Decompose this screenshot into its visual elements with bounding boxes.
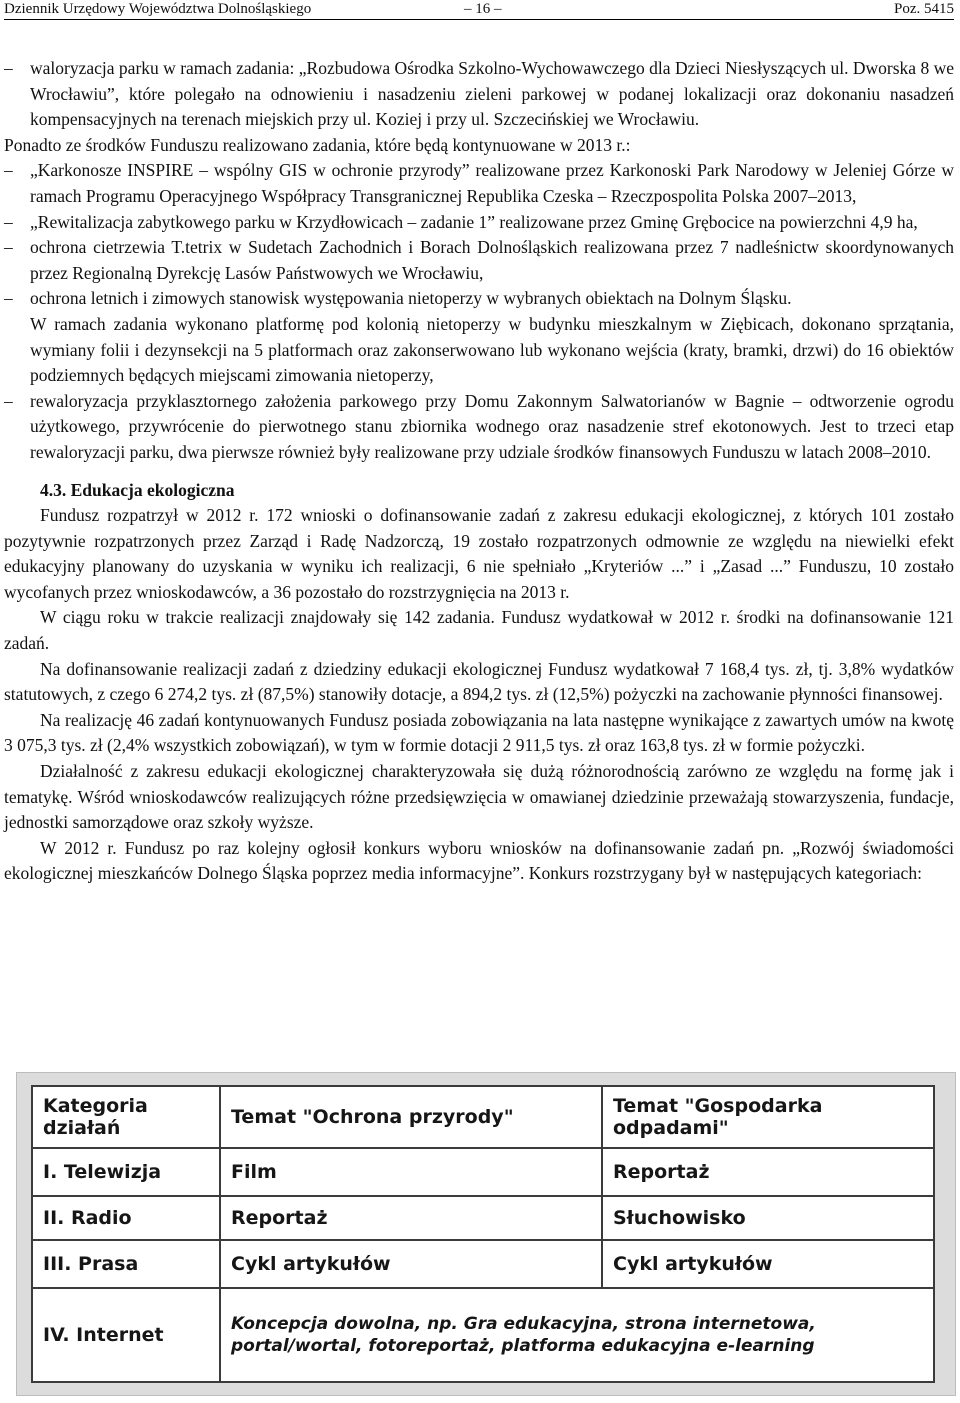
paragraph: Na dofinansowanie realizacji zadań z dziedziny edukacji ekologicznej Fundusz wydatkował 7 168,4 tys. zł, tj. 3,8% wydatków statutowych, z czego 6 274,2 tys. zł (87,5%) stanowiły dotacje, a 894,2 tys. zł (12,5%) pożyczki na zachowanie płynności finansowej. xyxy=(4,658,954,705)
table-cell: Reportaż xyxy=(220,1196,602,1240)
header-rule xyxy=(4,19,954,20)
page-number: – 16 – xyxy=(464,1,502,17)
table-row xyxy=(32,1240,934,1288)
document-body xyxy=(4,56,954,887)
list-item: – ochrona cietrzewia T.tetrix w Sudetach Zachodnich i Borach Dolnośląskich realizowana przez 7 nadleśnictw skoordynowanych przez Regionalną Dyrekcję Lasów Państwowych we Wrocławiu, xyxy=(4,235,954,286)
journal-title: Dziennik Urzędowy Województwa Dolnośląskiego xyxy=(4,1,312,17)
list-item: – ochrona letnich i zimowych stanowisk występowania nietoperzy w wybranych obiektach na Dolnym Śląsku. xyxy=(4,286,954,312)
table-cell: Cykl artykułów xyxy=(220,1240,602,1288)
page-header xyxy=(4,0,954,18)
table-header-cell: Temat "Ochrona przyrody" xyxy=(220,1086,602,1148)
table-cell: Koncepcja dowolna, np. Gra edukacyjna, strona internetowa, portal/wortal, fotoreportaż, platforma edukacyjna e-learning xyxy=(220,1288,934,1382)
list-item: – waloryzacja parku w ramach zadania: „Rozbudowa Ośrodka Szkolno-Wychowawczego dla Dzieci Niesłyszących ul. Dworska 8 we Wrocławiu”, które polegało na odnowieniu i nasadzeniu zieleni parkowej w podanej lokalizacji oraz dokonaniu nasadzeń kompensacyjnych na terenach miejskich przy ul. Koziej i przy ul. Szczecińskiej we Wrocławiu. xyxy=(4,56,954,133)
section-heading: 4.3. Edukacja ekologiczna xyxy=(40,479,235,500)
table-cell: Cykl artykułów xyxy=(602,1240,934,1288)
list-item: – „Rewitalizacja zabytkowego parku w Krzydłowicach – zadanie 1” realizowane przez Gminę Grębocice na powierzchni 4,9 ha, xyxy=(4,210,954,236)
list-item-continuation: W ramach zadania wykonano platformę pod kolonią nietoperzy w budynku mieszkalnym w Ziębicach, dokonano sprzątania, wymiany folii i dezynsekcji na 5 platformach oraz zakonserwowano lub wykonano wejścia (kraty, bramki, drzwi) do 16 obiektów podziemnych będących miejscami zimowania nietoperzy, xyxy=(30,313,954,386)
table-cell: Reportaż xyxy=(602,1148,934,1196)
table-cell: Słuchowisko xyxy=(602,1196,934,1240)
table-cell: III. Prasa xyxy=(32,1240,220,1288)
position-number: Poz. 5415 xyxy=(894,1,954,17)
table-header-cell: Kategoria działań xyxy=(32,1086,220,1148)
table-header-row xyxy=(32,1086,934,1148)
table-cell: II. Radio xyxy=(32,1196,220,1240)
paragraph: Ponadto ze środków Funduszu realizowano zadania, które będą kontynuowane w 2013 r.: xyxy=(4,134,631,155)
table-cell: IV. Internet xyxy=(32,1288,220,1382)
list-item: – rewaloryzacja przyklasztornego założenia parkowego przy Domu Zakonnym Salwatorianów w Bagnie – odtworzenie ogrodu użytkowego, przywrócenie do pierwotnego stanu zbiornika wodnego oraz nasadzenie stref ekotonowych. Jest to trzeci etap rewaloryzacji parku, dwa pierwsze również były realizowane przy udziale środków finansowych Funduszu w latach 2008–2010. xyxy=(4,389,954,466)
table-row xyxy=(32,1148,934,1196)
paragraph: Fundusz rozpatrzył w 2012 r. 172 wnioski o dofinansowanie zadań z zakresu edukacji ekologicznej, z których 101 zostało pozytywnie rozpatrzonych przez Zarząd i Radę Nadzorczą, 19 zostało rozpatrzonych odmownie ze względu na niewielki efekt edukacyjny planowany do uzyskania w wyniku ich realizacji, 6 nie spełniało „Kryteriów ...” i „Zasad ...” Funduszu, 10 zostało wycofanych przez wnioskodawców, a 36 pozostało do rozstrzygnięcia na 2013 r. xyxy=(4,505,954,602)
table-row xyxy=(32,1196,934,1240)
paragraph: Działalność z zakresu edukacji ekologicznej charakteryzowała się dużą różnorodnością zarówno ze względu na formę jak i tematykę. Wśród wnioskodawców realizujących różne przedsięwzięcia w omawianej dziedzinie przeważają stowarzyszenia, fundacje, jednostki samorządowe oraz szkoły wyższe. xyxy=(4,761,954,833)
paragraph: Na realizację 46 zadań kontynuowanych Fundusz posiada zobowiązania na lata następne wynikające z zawartych umów na kwotę 3 075,3 tys. zł (2,4% wszystkich zobowiązań), w tym w formie dotacji 2 911,5 tys. zł oraz 163,8 tys. zł w formie pożyczki. xyxy=(4,709,954,756)
table-header-cell: Temat "Gospodarka odpadami" xyxy=(602,1086,934,1148)
list-item: – „Karkonosze INSPIRE – wspólny GIS w ochronie przyrody” realizowane przez Karkonoski Park Narodowy w Jeleniej Górze w ramach Programu Operacyjnego Współpracy Transgranicznej Republika Czeska – Rzeczpospolita Polska 2007–2013, xyxy=(4,158,954,209)
categories-table xyxy=(31,1085,935,1383)
table-cell: Film xyxy=(220,1148,602,1196)
table-cell: I. Telewizja xyxy=(32,1148,220,1196)
categories-table-image xyxy=(16,1072,956,1396)
paragraph: W ciągu roku w trakcie realizacji znajdowały się 142 zadania. Fundusz wydatkował w 2012 r. środki na dofinansowanie 121 zadań. xyxy=(4,607,954,654)
table-row xyxy=(32,1288,934,1382)
paragraph: W 2012 r. Fundusz po raz kolejny ogłosił konkurs wyboru wniosków na dofinansowanie zadań pn. „Rozwój świadomości ekologicznej mieszkańców Dolnego Śląska poprzez media informacyjne”. Konkurs rozstrzygany był w następujących kategoriach: xyxy=(4,837,954,884)
